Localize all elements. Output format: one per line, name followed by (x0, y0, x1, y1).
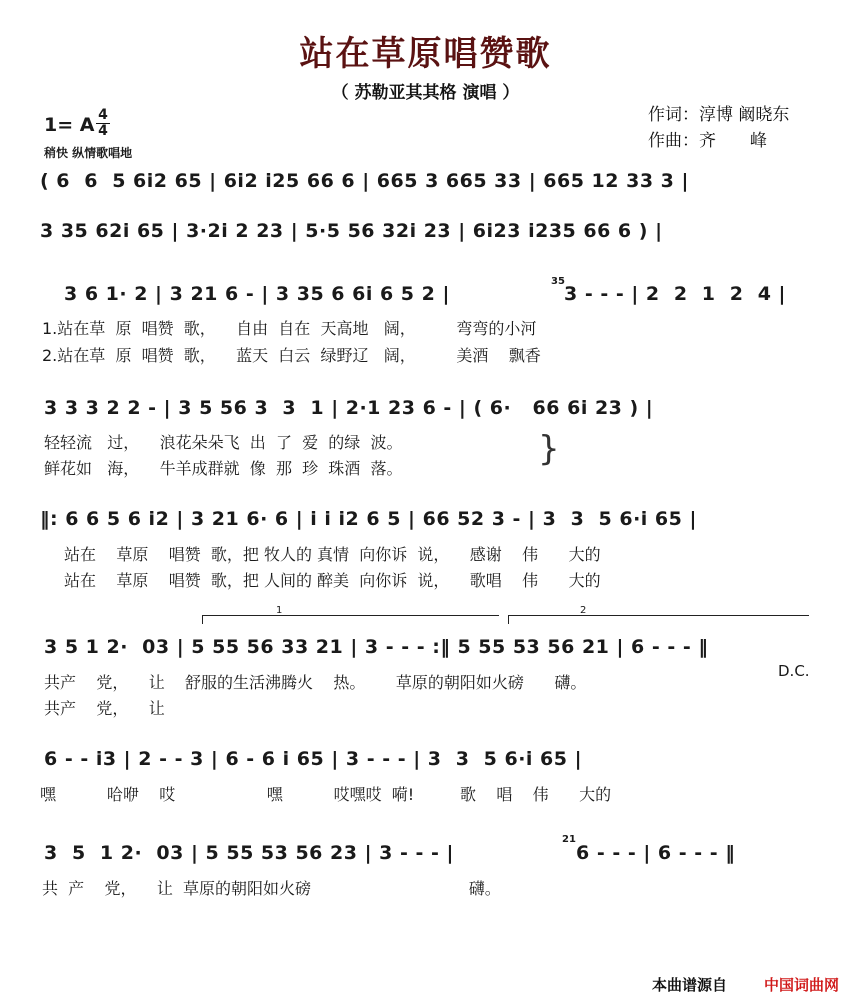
score-row-8a: 3 5 1 2· 03 | 5 55 53 56 23 | 3 - - - | (44, 842, 454, 864)
lyric-row-5-verse1: 站在 草原 唱赞 歌，把 牧人的 真情 向你诉 说， 感谢 伟 大的 (64, 545, 601, 564)
source-label: 本曲谱源自 (651, 976, 727, 994)
volta-number-1: 1 (276, 605, 283, 616)
lyric-row-4-verse1: 轻轻流 过， 浪花朵朵飞 出 了 爱 的绿 波。 (44, 433, 403, 452)
lyric-row-6-verse1: 共产 党， 让 舒服的生活沸腾火 热。 草原的朝阳如火磅 礴。 (44, 673, 587, 692)
lyric-row-7: 嘿 哈咿 哎 嘿 哎嘿哎 嗬! 歌 唱 伟 大的 (40, 785, 612, 804)
performer-line: （ 苏勒亚其其格 演唱 ） (331, 83, 520, 103)
time-bottom: 4 (98, 123, 108, 139)
volta-bracket-2 (508, 615, 809, 624)
dc-marking: D.C. (778, 662, 810, 680)
tempo-marking: 稍快 纵情歌唱地 (44, 146, 133, 160)
score-row-5: ‖: 6 6 5 6 i2 | 3 21 6· 6 | i i i2 6 5 | 66 52 3 - | 3 3 5 6·i 65 | (40, 508, 697, 530)
score-row-2: 3 35 62i 65 | 3·2i 2 23 | 5·5 56 32i 23 | 6i23 i235 66 6 ) | (40, 220, 663, 242)
score-row-7: 6 - - i3 | 2 - - 3 | 6 - 6 i 65 | 3 - - - | 3 3 5 6·i 65 | (44, 748, 583, 770)
site-link[interactable]: 中国词曲网 (763, 976, 839, 994)
time-signature (96, 108, 110, 139)
lyric-row-5-verse2: 站在 草原 唱赞 歌，把 人间的 醉美 向你诉 说， 歌唱 伟 大的 (64, 571, 601, 590)
volta-bracket-1 (202, 615, 499, 624)
lyric-row-3-verse2: 2.站在草 原 唱赞 歌， 蓝天 白云 绿野辽 阔， 美酒 飘香 (42, 346, 541, 365)
key-signature: 1= A (44, 114, 95, 136)
score-row-4: 3 3 3 2 2 - | 3 5 56 3 3 1 | 2·1 23 6 - | ( 6· 66 6i 23 ) | (44, 397, 654, 419)
score-row-3b: 3 - - - | 2 2 1 2 4 | (564, 283, 786, 305)
lyric-row-8: 共 产 党， 让 草原的朝阳如火磅 礴。 (42, 879, 501, 898)
score-row-3a: 3 6 1· 2 | 3 21 6 - | 3 35 6 6i 6 5 2 | (64, 283, 450, 305)
grace-note: 35 (551, 276, 565, 287)
lyric-row-6-verse2: 共产 党， 让 (44, 699, 165, 718)
grace-note-2: 21 (562, 834, 576, 845)
score-row-6: 3 5 1 2· 03 | 5 55 56 33 21 | 3 - - - :‖ 5 55 53 56 21 | 6 - - - ‖ (44, 636, 709, 658)
score-row-1: ( 6 6 5 6i2 65 | 6i2 i25 66 6 | 665 3 665 33 | 665 12 33 3 | (40, 170, 689, 192)
lyricist-credit: 作词：淳博 阚晓东 (648, 105, 790, 125)
score-row-8b: 6 - - - | 6 - - - ‖ (576, 842, 736, 864)
lyric-row-3-verse1: 1.站在草 原 唱赞 歌， 自由 自在 天高地 阔， 弯弯的小河 (42, 319, 537, 338)
volta-number-2: 2 (580, 605, 587, 616)
time-top: 4 (98, 107, 108, 123)
verse-brace: } (538, 429, 560, 469)
composer-credit: 作曲：齐 峰 (648, 131, 767, 151)
page-title: 站在草原唱赞歌 (299, 34, 552, 74)
lyric-row-4-verse2: 鲜花如 海， 牛羊成群就 像 那 珍 珠酒 落。 (44, 459, 403, 478)
